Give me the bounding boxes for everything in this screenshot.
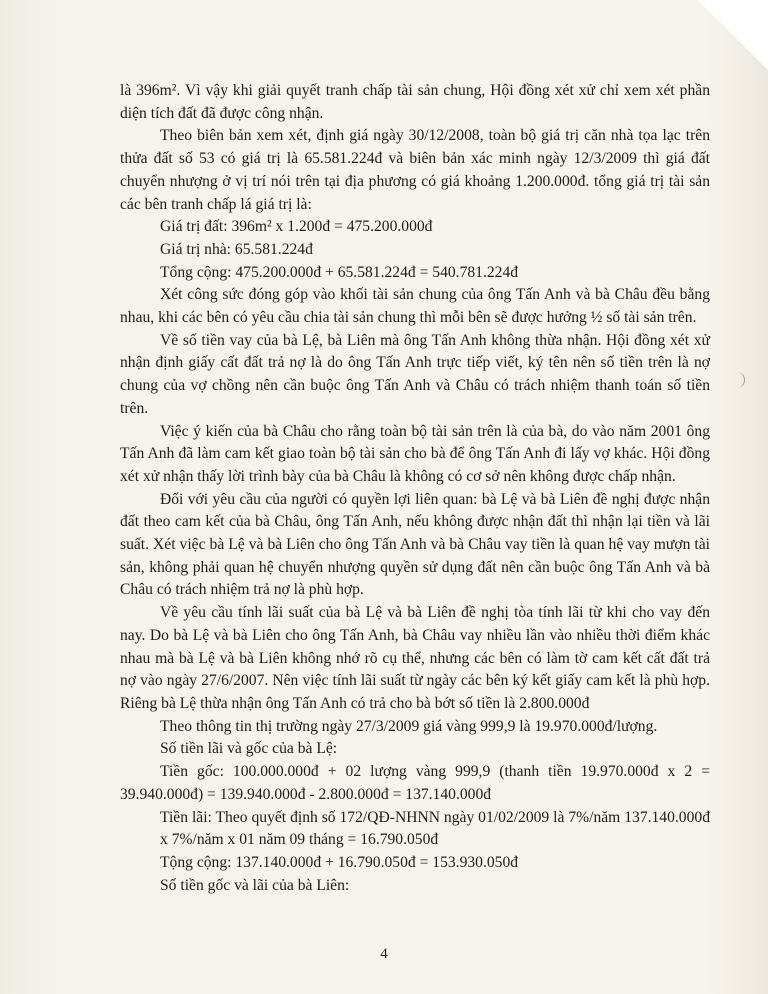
paragraph: Số tiền lãi và gốc của bà Lệ: [160, 740, 338, 758]
paragraph: Đối với yêu cầu của người có quyền lợi liên quan: bà Lệ và bà Liên đề nghị được nhận đất theo cam kết của bà Châu, ông Tấn Anh, nếu không được nhận đất thì nhận lại tiền và lãi suất. Xét việc bà Lệ và bà Liên cho ông Tấn Anh và bà Châu vay tiền là quan hệ vay mượn tài sản, không phải quan hệ chuyển nhượng quyền sử dụng đất nên cần buộc ông Tấn Anh và bà Châu có trách nhiệm trả nợ là phù hợp. [120, 490, 710, 599]
paragraph: Xét công sức đóng góp vào khối tài sản chung của ông Tấn Anh và bà Châu đều bằng nhau, khi các bên có yêu cầu chia tài sản chung thì mỗi bên sẽ được hưởng ½ số tài sản trên. [120, 286, 710, 327]
paragraph: Về yêu cầu tính lãi suất của bà Lệ và bà Liên đề nghị tòa tính lãi từ khi cho vay đến nay. Do bà Lệ và bà Liên cho ông Tấn Anh, bà Châu vay nhiều lần vào nhiều thời điểm khác nhau mà bà Lệ và bà Liên không nhớ rõ cụ thể, nhưng các bên có làm tờ cam kết cất đất trả nợ vào ngày 27/6/2007. Nên việc tính lãi suất từ ngày các bên ký kết giấy cam kết là phù hợp. Riêng bà Lệ thừa nhận ông Tấn Anh có trả cho bà bớt số tiền là 2.800.000đ [120, 604, 710, 712]
paragraph: là 396m². Vì vậy khi giải quyết tranh chấp tài sản chung, Hội đồng xét xử chỉ xem xét phần diện tích đất đã được công nhận. [120, 82, 710, 122]
paragraph: Việc ý kiến của bà Châu cho rằng toàn bộ tài sản trên là của bà, do vào năm 2001 ông Tấn Anh đã làm cam kết giao toàn bộ tài sản cho bà để ông Tấn Anh đi lấy vợ khác. Hội đồng xét xử nhận thấy lời trình bày của bà Châu là không có cơ sở nên không được chấp nhận. [120, 422, 710, 485]
paragraph: Theo biên bản xem xét, định giá ngày 30/12/2008, toàn bộ giá trị căn nhà tọa lạc trên thửa đất số 53 có giá trị là 65.581.224đ và biên bản xác minh ngày 12/3/2009 thì giá đất chuyển nhượng ở vị trí nói trên tại địa phương có giá khoảng 1.200.000đ. tổng giá trị tài sản các bên tranh chấp lá giá trị là: [120, 127, 710, 213]
paragraph: Số tiền gốc và lãi của bà Liên: [160, 876, 350, 894]
folded-corner [698, 0, 768, 70]
paragraph: Tiền gốc: 100.000.000đ + 02 lượng vàng 999,9 (thanh tiền 19.970.000đ x 2 = 39.940.000đ) = 139.940.000đ - 2.800.000đ = 137.140.000đ [120, 763, 710, 803]
document-body [120, 80, 710, 897]
paragraph: Theo thông tin thị trường ngày 27/3/2009 giá vàng 999,9 là 19.970.000đ/lượng. [160, 717, 658, 735]
paragraph: Giá trị đất: 396m² x 1.200đ = 475.200.000đ [160, 218, 433, 236]
paragraph: Tổng cộng: 475.200.000đ + 65.581.224đ = 540.781.224đ [160, 263, 519, 281]
paragraph: Tiền lãi: Theo quyết định số 172/QĐ-NHNN ngày 01/02/2009 là 7%/năm 137.140.000đ x 7%/năm x 01 năm 09 tháng = 16.790.050đ [160, 808, 710, 849]
page-number: 4 [380, 946, 388, 962]
paragraph: Tộng cộng: 137.140.000đ + 16.790.050đ = 153.930.050đ [160, 853, 519, 871]
binding-mark [736, 372, 745, 388]
paragraph: Giá trị nhà: 65.581.224đ [160, 240, 313, 258]
paragraph: Về số tiền vay của bà Lệ, bà Liên mà ông Tấn Anh không thừa nhận. Hội đồng xét xử nhận định giấy cất đất trả nợ là do ông Tấn Anh trực tiếp viết, ký tên nên số tiền trên là nợ chung của vợ chồng nên cần buộc ông Tấn Anh và Châu có trách nhiệm thanh toán số tiền trên. [120, 331, 710, 417]
